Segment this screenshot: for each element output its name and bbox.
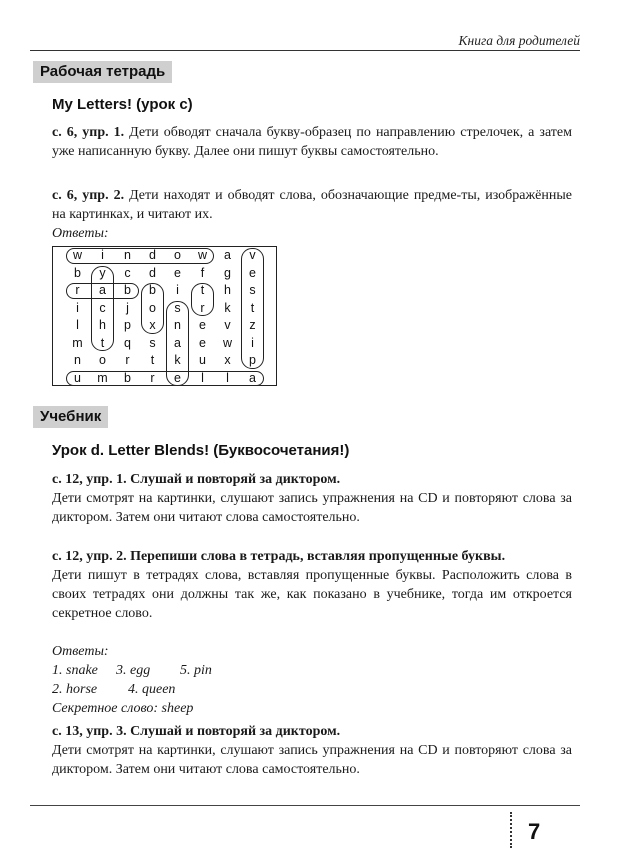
answer-5: 5. pin xyxy=(180,663,212,678)
puzzle-letter: h xyxy=(224,283,231,297)
puzzle-letter: z xyxy=(249,318,256,332)
puzzle-letter: y xyxy=(99,265,106,280)
page-number: 7 xyxy=(528,819,541,844)
word-circle xyxy=(241,248,264,369)
workbook-answers-label: Ответы: xyxy=(52,226,109,241)
puzzle-letter: a xyxy=(249,370,256,385)
footer-rule xyxy=(30,805,580,806)
puzzle-letter: w xyxy=(222,335,233,350)
puzzle-letter: f xyxy=(200,265,205,280)
puzzle-letter: p xyxy=(124,318,131,332)
puzzle-letter: l xyxy=(226,370,229,385)
puzzle-letter: b xyxy=(124,370,131,385)
puzzle-letter: w xyxy=(197,248,208,262)
puzzle-letter: p xyxy=(249,353,256,367)
textbook-section-label: Учебник xyxy=(33,406,108,428)
textbook-lesson-title: Урок d. Letter Blends! (Буквосочетания!) xyxy=(52,442,350,459)
word-circle xyxy=(66,371,264,387)
textbook-task1-ref: с. 12, упр. 1. Слушай и повторяй за диктором. xyxy=(52,472,341,487)
puzzle-letter: k xyxy=(174,353,181,367)
puzzle-letter: d xyxy=(149,248,156,262)
word-search-puzzle xyxy=(52,246,277,386)
puzzle-letter: e xyxy=(199,318,206,332)
puzzle-letter: s xyxy=(174,300,181,315)
puzzle-letter: j xyxy=(126,300,129,315)
puzzle-letter: b xyxy=(124,283,131,297)
puzzle-letter: v xyxy=(224,318,231,332)
puzzle-letter: r xyxy=(75,283,80,297)
puzzle-letter: r xyxy=(200,300,205,315)
textbook-task3 xyxy=(52,722,572,779)
puzzle-letter: v xyxy=(249,248,256,262)
puzzle-letter: r xyxy=(150,370,155,385)
puzzle-letter: n xyxy=(124,248,131,262)
puzzle-letter: e xyxy=(174,265,181,280)
answer-3: 3. egg xyxy=(116,663,151,678)
puzzle-letter: t xyxy=(100,335,105,350)
puzzle-letter: q xyxy=(124,335,131,350)
answer-2: 2. horse xyxy=(52,682,98,697)
word-circle xyxy=(66,248,214,264)
textbook-task2-text: Дети пишут в тетрадях слова, вставляя пропущенные буквы. Расположить слова в своих тетрадях они должны так же, как показано в учебнике, тогда им откроется секретное слово. xyxy=(52,568,572,621)
word-circle xyxy=(166,301,189,387)
puzzle-letter: c xyxy=(99,300,106,315)
puzzle-letter: a xyxy=(174,335,181,350)
textbook-task3-text: Дети смотрят на картинки, слушают запись упражнения на CD и повторяют слова за диктором. Затем они читают слова самостоятельно. xyxy=(52,743,572,777)
puzzle-letter: n xyxy=(174,318,181,332)
puzzle-letter: d xyxy=(149,265,156,280)
puzzle-letter: i xyxy=(101,248,104,262)
textbook-task3-ref: с. 13, упр. 3. Слушай и повторяй за диктором. xyxy=(52,724,341,739)
word-circle xyxy=(91,266,114,352)
header-rule xyxy=(30,50,580,51)
puzzle-letter: i xyxy=(76,300,79,315)
puzzle-letter: t xyxy=(200,283,205,297)
textbook-task1 xyxy=(52,470,572,527)
workbook-task1 xyxy=(52,123,572,161)
puzzle-letter: m xyxy=(72,335,83,350)
puzzle-letter: k xyxy=(224,300,231,315)
puzzle-letter: a xyxy=(99,283,106,297)
puzzle-letter: b xyxy=(149,283,156,297)
puzzle-letter: l xyxy=(201,370,204,385)
puzzle-letter: g xyxy=(224,265,231,280)
answers-row-2 xyxy=(52,680,175,699)
answer-4: 4. queen xyxy=(128,682,176,697)
puzzle-letter: x xyxy=(149,318,156,332)
puzzle-letter: i xyxy=(176,283,179,297)
book-title: Книга для родителей xyxy=(458,33,580,48)
workbook-task2-ref: с. 6, упр. 2. xyxy=(52,188,125,203)
puzzle-letter: e xyxy=(174,370,181,385)
workbook-lesson-title: My Letters! (урок c) xyxy=(52,96,193,113)
puzzle-letter: s xyxy=(249,283,256,297)
answers-row-1 xyxy=(52,661,212,680)
word-circle xyxy=(141,283,164,334)
workbook-section-label: Рабочая тетрадь xyxy=(33,61,172,83)
textbook-task2 xyxy=(52,547,572,623)
puzzle-letter: t xyxy=(150,353,155,367)
puzzle-letter: e xyxy=(249,265,256,280)
puzzle-letter: l xyxy=(76,318,79,332)
puzzle-letter: a xyxy=(224,248,231,262)
puzzle-letter: u xyxy=(74,370,81,385)
puzzle-letter: r xyxy=(125,353,130,367)
puzzle-letter: t xyxy=(250,300,255,315)
secret-word: Секретное слово: sheep xyxy=(52,701,194,716)
answer-1: 1. snake xyxy=(52,663,98,678)
textbook-task2-ref: с. 12, упр. 2. Перепиши слова в тетрадь, вставляя пропущенные буквы. xyxy=(52,549,506,564)
workbook-task1-text: Дети обводят сначала букву-образец по направлению стрелочек, а затем уже написанную букву. Далее они пишут буквы самостоятельно. xyxy=(52,125,572,159)
puzzle-letter: n xyxy=(74,353,81,367)
workbook-task2 xyxy=(52,186,572,224)
puzzle-letter: c xyxy=(124,265,131,280)
puzzle-letter: e xyxy=(199,335,206,350)
puzzle-letter: w xyxy=(72,248,83,262)
puzzle-letter: x xyxy=(224,353,231,367)
puzzle-letter: s xyxy=(149,335,156,350)
puzzle-letter: b xyxy=(74,265,81,280)
page-marker xyxy=(510,812,514,848)
puzzle-letter: u xyxy=(199,353,206,367)
puzzle-letter: o xyxy=(174,248,181,262)
puzzle-letter: h xyxy=(99,318,106,332)
puzzle-letter: o xyxy=(149,300,156,315)
textbook-task1-text: Дети смотрят на картинки, слушают запись упражнения на CD и повторяют слова за диктором. Затем они читают слова самостоятельно. xyxy=(52,491,572,525)
puzzle-letter: i xyxy=(251,335,254,350)
word-circle xyxy=(191,283,214,316)
workbook-task1-ref: с. 6, упр. 1. xyxy=(52,125,125,140)
workbook-task2-text: Дети находят и обводят слова, обозначающие предме-ты, изображённые на картинках, и читают их. xyxy=(52,188,572,222)
textbook-answers-label: Ответы: xyxy=(52,644,109,659)
puzzle-letter: m xyxy=(97,370,108,385)
puzzle-letter: o xyxy=(99,353,106,367)
